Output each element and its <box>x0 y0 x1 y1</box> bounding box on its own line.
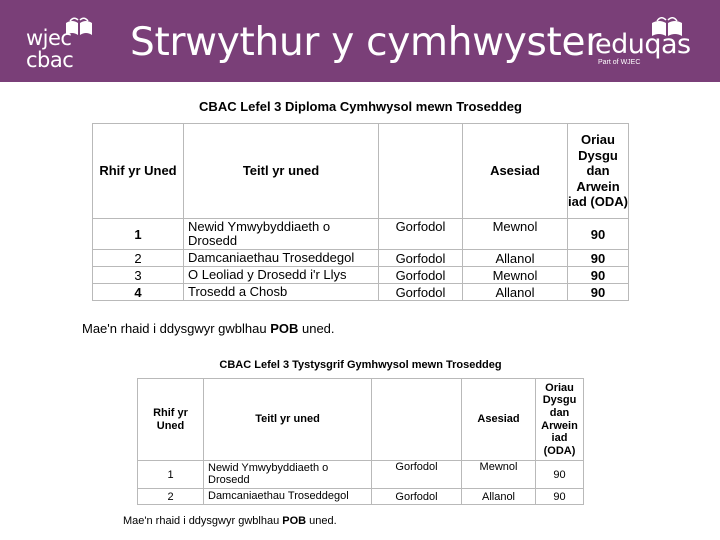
table-row <box>138 489 584 505</box>
eduqas-logo-text: eduqas <box>595 29 691 60</box>
unit-title: O Leoliad y Drosedd i'r Llys <box>184 267 379 284</box>
table-row <box>93 284 629 301</box>
cbac-logo-text: cbac <box>26 48 74 72</box>
header-unit-number: Rhif yr Uned <box>93 124 184 219</box>
header-guided-hours: Oriau Dysgu dan Arwein iad (ODA) <box>568 124 629 219</box>
unit-title: Damcaniaethau Troseddegol <box>204 489 372 505</box>
unit-type: Gorfodol <box>379 219 463 250</box>
header-assessment: Asesiad <box>463 124 568 219</box>
unit-number: 2 <box>93 250 184 267</box>
header-banner <box>0 0 720 82</box>
unit-number: 1 <box>93 219 184 250</box>
note-emphasis: POB <box>282 515 307 527</box>
unit-type: Gorfodol <box>379 267 463 284</box>
note-text: Mae'n rhaid i ddysgwyr gwblhau <box>123 515 283 527</box>
table-row <box>93 219 629 250</box>
unit-title: Trosedd a Chosb <box>184 284 379 301</box>
certificate-units-table <box>137 352 584 505</box>
unit-assessment: Allanol <box>463 250 568 267</box>
unit-assessment: Mewnol <box>463 267 568 284</box>
header-unit-type <box>379 124 463 219</box>
unit-hours: 90 <box>536 489 584 505</box>
unit-hours: 90 <box>568 267 629 284</box>
wjec-logo-text: wjec <box>26 26 72 50</box>
header-guided-hours: Oriau Dysgu dan Arwein iad (ODA) <box>536 379 584 461</box>
unit-assessment: Allanol <box>462 489 536 505</box>
diploma-units-table <box>92 89 629 301</box>
unit-type: Gorfodol <box>379 250 463 267</box>
unit-assessment: Mewnol <box>462 461 536 489</box>
unit-hours: 90 <box>536 461 584 489</box>
unit-number: 2 <box>138 489 204 505</box>
table-row <box>93 267 629 284</box>
header-unit-title: Teitl yr uned <box>184 124 379 219</box>
unit-type: Gorfodol <box>372 489 462 505</box>
unit-title: Newid Ymwybyddiaeth o Drosedd <box>204 461 372 489</box>
unit-type: Gorfodol <box>372 461 462 489</box>
note-text: uned. <box>306 515 337 527</box>
table-title: CBAC Lefel 3 Tystysgrif Gymhwysol mewn Troseddeg <box>138 352 584 379</box>
table-row <box>93 250 629 267</box>
unit-title: Damcaniaethau Troseddegol <box>184 250 379 267</box>
unit-hours: 90 <box>568 284 629 301</box>
unit-assessment: Mewnol <box>463 219 568 250</box>
unit-hours: 90 <box>568 219 629 250</box>
eduqas-logo-subtext: Part of WJEC <box>598 59 641 66</box>
unit-type: Gorfodol <box>379 284 463 301</box>
unit-number: 4 <box>93 284 184 301</box>
header-unit-title: Teitl yr uned <box>204 379 372 461</box>
note-text: uned. <box>298 321 335 336</box>
unit-hours: 90 <box>568 250 629 267</box>
header-unit-number: Rhif yr Uned <box>138 379 204 461</box>
eduqas-logo <box>595 12 705 72</box>
certificate-requirement-note <box>123 515 337 527</box>
unit-number: 3 <box>93 267 184 284</box>
table-title: CBAC Lefel 3 Diploma Cymhwysol mewn Troseddeg <box>93 89 629 124</box>
table-row <box>138 461 584 489</box>
unit-number: 1 <box>138 461 204 489</box>
page-title: Strwythur y cymhwyster <box>130 20 601 65</box>
unit-assessment: Allanol <box>463 284 568 301</box>
diploma-requirement-note <box>82 321 335 336</box>
note-text: Mae'n rhaid i ddysgwyr gwblhau <box>82 321 271 336</box>
wjec-cbac-logo <box>26 13 96 73</box>
note-emphasis: POB <box>270 321 299 336</box>
header-assessment: Asesiad <box>462 379 536 461</box>
header-unit-type <box>372 379 462 461</box>
unit-title: Newid Ymwybyddiaeth o Drosedd <box>184 219 379 250</box>
